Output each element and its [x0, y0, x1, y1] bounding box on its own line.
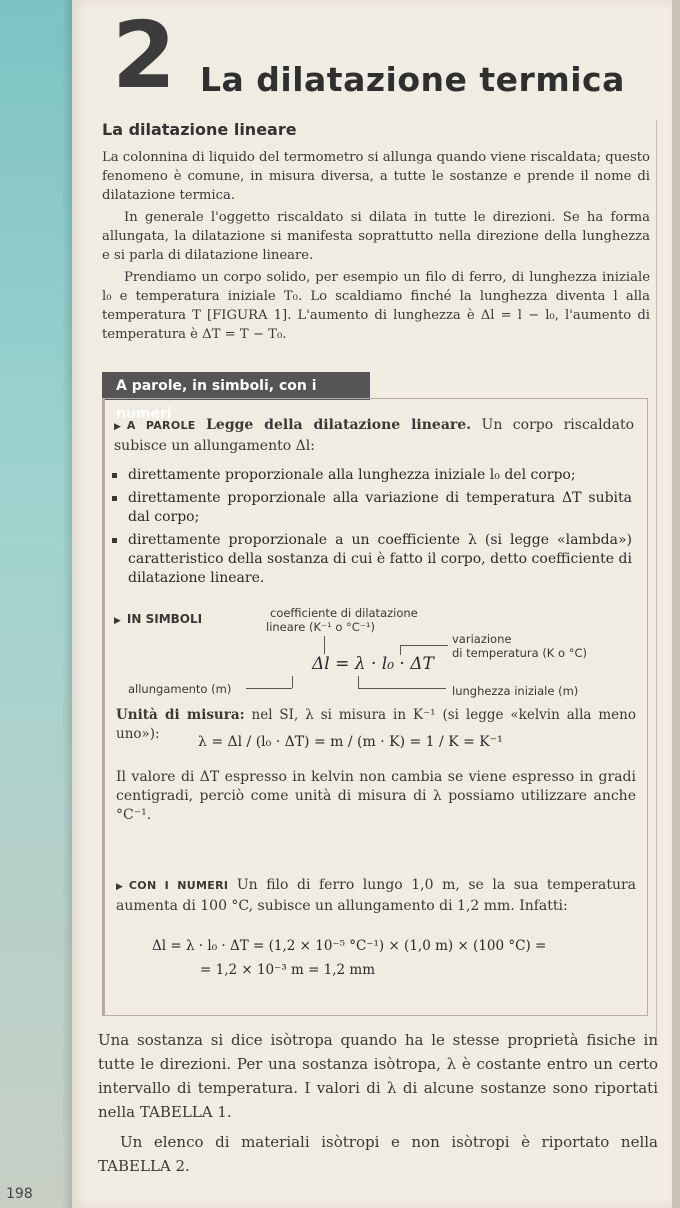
- arrow-icon: ▶: [114, 422, 121, 432]
- section-title: La dilatazione lineare: [102, 120, 297, 139]
- annotation-allungamento: allungamento (m): [128, 682, 232, 696]
- arrow-icon: ▶: [116, 882, 123, 892]
- dilatation-formula: Δl = λ · l₀ · ΔT: [312, 654, 434, 674]
- annotation-variation: [452, 632, 587, 660]
- direction-paragraph: In generale l'oggetto riscaldato si dilata in tutte le direzioni. Se ha forma allungata, la dilatazione si manifesta soprattutto nella direzione della lunghezza e si parla di dilatazione lineare.: [102, 210, 650, 263]
- numeri-text: Un filo di ferro lungo 1,0 m, se la sua temperatura aumenta di 100 °C, subisce un allungamento di 1,2 mm. Infatti:: [116, 877, 636, 914]
- materials-paragraph: Un elenco di materiali isòtropi e non isòtropi è riportato nella TABELLA 2.: [98, 1133, 658, 1175]
- leader-line: [324, 636, 325, 654]
- bullet-item: direttamente proporzionale alla lunghezza iniziale l₀ del corpo;: [112, 466, 632, 485]
- units-text: nel SI, λ si misura in K⁻¹ (si legge «kelvin alla meno uno»):: [116, 707, 636, 742]
- calculation-line-1: Δl = λ · l₀ · ΔT = (1,2 × 10⁻⁵ °C⁻¹) × (1,0 m) × (100 °C) =: [152, 938, 547, 954]
- in-simboli-label: IN SIMBOLI: [126, 612, 203, 626]
- leader-line: [358, 688, 446, 689]
- law-title: Legge della dilatazione lineare.: [206, 417, 472, 433]
- chapter-title: La dilatazione termica: [200, 60, 625, 99]
- isotropy-paragraph: Una sostanza si dice isòtropa quando ha le stesse proprietà fisiche in tutte le direzioni. Per una sostanza isòtropa, λ è costante entro un certo intervallo di temperatura. I valori di λ di alcune sostanze sono riportati nella TABELLA 1.: [98, 1031, 658, 1121]
- law-intro: Un corpo riscaldato subisce un allungamento Δl:: [114, 417, 634, 454]
- units-title: Unità di misura:: [116, 707, 245, 723]
- unit-formula: λ = Δl / (l₀ · ΔT) = m / (m · K) = 1 / K = K⁻¹: [198, 734, 503, 750]
- box-header: A parole, in simboli, con i numeri: [102, 372, 370, 400]
- annotation-variation-line1: variazione: [452, 632, 512, 646]
- page-edge-shade: [62, 0, 72, 1208]
- annotation-variation-line2: di temperatura (K o °C): [452, 646, 587, 660]
- leader-line: [246, 688, 292, 689]
- bullet-item: direttamente proporzionale alla variazione di temperatura ΔT subita dal corpo;: [112, 489, 632, 527]
- bullet-item: direttamente proporzionale a un coefficiente λ (si legge «lambda») caratteristico della sostanza di cui è fatto il corpo, detto coefficiente di dilatazione lineare.: [112, 531, 632, 588]
- page-edge-strip: [0, 0, 72, 1208]
- intro-paragraph: La colonnina di liquido del termometro si allunga quando viene riscaldata; questo fenomeno è comune, in misura diversa, a tutte le sostanze e prende il nome di dilatazione termica.: [102, 150, 650, 203]
- law-paragraph: [114, 416, 634, 456]
- arrow-icon: ▶: [114, 616, 121, 626]
- chapter-number: 2: [112, 2, 177, 109]
- example-paragraph: Prendiamo un corpo solido, per esempio un filo di ferro, di lunghezza iniziale l₀ e temperatura iniziale T₀. Lo scaldiamo finché la lunghezza diventa l alla temperatura T [FIGURA 1]. L'aumento di lunghezza è Δl = l − l₀, l'aumento di temperatura è ΔT = T − T₀.: [102, 270, 650, 342]
- annotation-lunghezza: lunghezza iniziale (m): [452, 684, 579, 698]
- in-simboli-tag: [114, 612, 202, 628]
- annotation-coefficient-line2: lineare (K⁻¹ o °C⁻¹): [266, 620, 376, 634]
- con-i-numeri-tag: CON I NUMERI: [128, 879, 229, 892]
- a-parole-tag: A PAROLE: [126, 419, 196, 432]
- law-bullet-list: [112, 466, 632, 592]
- margin-rule: [656, 120, 657, 1040]
- page-number: 198: [6, 1186, 33, 1202]
- leader-line: [358, 676, 359, 688]
- kelvin-note: Il valore di ΔT espresso in kelvin non cambia se viene espresso in gradi centigradi, perciò come unità di misura di λ possiamo utilizzare anche °C⁻¹.: [116, 769, 636, 823]
- leader-line: [400, 645, 448, 646]
- numeri-paragraph: [116, 876, 636, 916]
- annotation-coefficient: [266, 606, 418, 634]
- leader-line: [292, 676, 293, 688]
- annotation-coefficient-line1: coefficiente di dilatazione: [270, 606, 418, 620]
- calculation-line-2: = 1,2 × 10⁻³ m = 1,2 mm: [200, 962, 376, 978]
